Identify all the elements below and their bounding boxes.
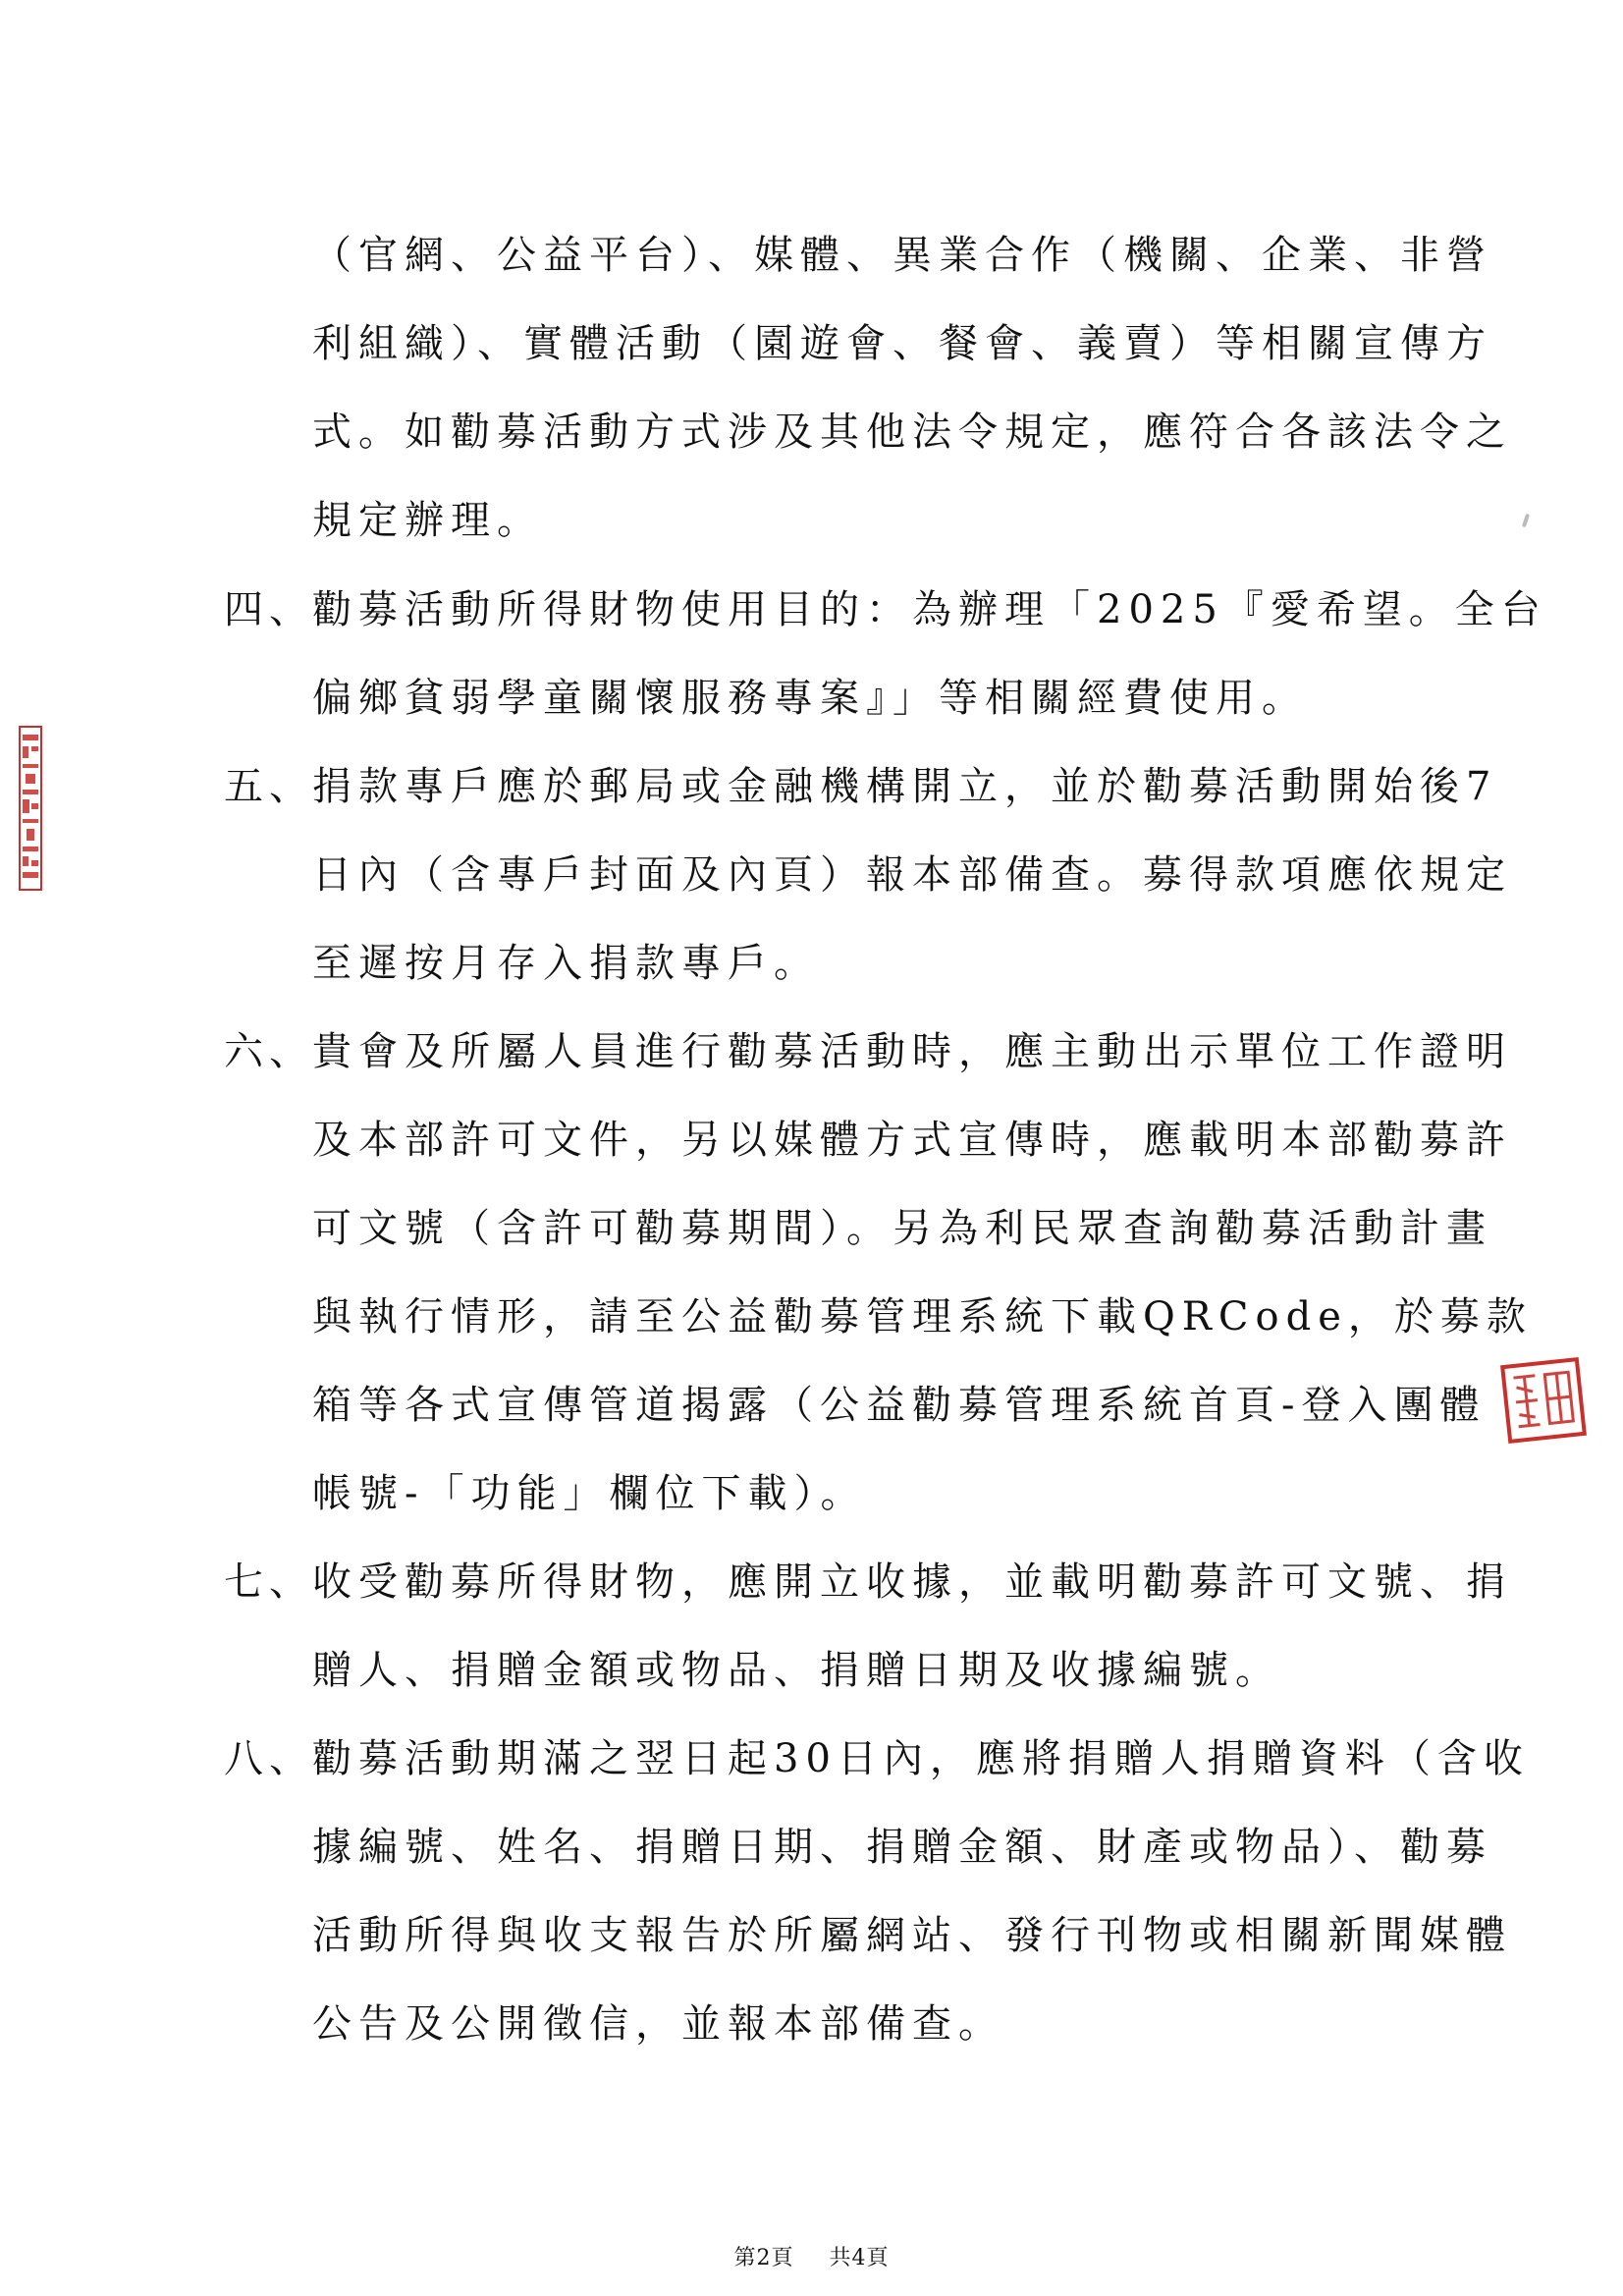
paragraph-0-line-3: 規定辦理。	[312, 498, 543, 543]
item-8-marker: 八、	[224, 1736, 314, 1781]
page-total: 共4頁	[829, 2246, 890, 2270]
item-6-line-4: 箱等各式宣傳管道揭露（公益勸募管理系統首頁-登入團體	[312, 1383, 1487, 1428]
item-5-line-0: 捐款專戶應於郵局或金融機構開立，並於勸募活動開始後7	[312, 764, 1498, 809]
paragraph-0-line-0: （官網、公益平台）、媒體、異業合作（機關、企業、非營	[312, 233, 1492, 278]
item-7-marker: 七、	[224, 1559, 314, 1605]
item-4-marker: 四、	[224, 587, 314, 632]
item-6-line-5: 帳號-「功能」欄位下載）。	[312, 1471, 867, 1516]
item-6-marker: 六、	[224, 1029, 314, 1074]
item-6-line-3: 與執行情形，請至公益勸募管理系統下載QRCode，於募款	[312, 1294, 1533, 1339]
item-4-line-0: 勸募活動所得財物使用目的：為辦理「2025『愛希望。全台	[312, 587, 1547, 632]
item-5-marker: 五、	[224, 764, 314, 809]
item-8-line-0: 勸募活動期滿之翌日起30日內，應將捐贈人捐贈資料（含收	[312, 1736, 1530, 1781]
item-8-line-3: 公告及公開徵信，並報本部備查。	[312, 2001, 1004, 2047]
page-number-footer	[0, 2241, 1623, 2271]
item-6-line-2: 可文號（含許可勸募期間）。另為利民眾查詢勸募活動計畫	[312, 1206, 1492, 1251]
item-6-line-0: 貴會及所屬人員進行勸募活動時，應主動出示單位工作證明	[312, 1029, 1512, 1074]
item-5-line-2: 至遲按月存入捐款專戶。	[312, 941, 820, 986]
item-8-line-2: 活動所得與收支報告於所屬網站、發行刊物或相關新聞媒體	[312, 1913, 1512, 1958]
item-5-line-1: 日內（含專戶封面及內頁）報本部備查。募得款項應依規定	[312, 852, 1512, 898]
page-number: 第2頁	[733, 2246, 794, 2270]
paragraph-0-line-2: 式。如勸募活動方式涉及其他法令規定，應符合各該法令之	[312, 410, 1512, 455]
item-8-line-1: 據編號、姓名、捐贈日期、捐贈金額、財產或物品）、勸募	[312, 1825, 1492, 1870]
paragraph-0-line-1: 利組織）、實體活動（園遊會、餐會、義賣）等相關宣傳方	[312, 321, 1492, 366]
scan-speck	[1522, 514, 1530, 528]
item-4-line-1: 偏鄉貧弱學童關懷服務專案』」等相關經費使用。	[312, 676, 1308, 721]
right-seal-stamp	[1498, 1355, 1589, 1446]
item-7-line-0: 收受勸募所得財物，應開立收據，並載明勸募許可文號、捐	[312, 1559, 1512, 1605]
item-6-line-1: 及本部許可文件，另以媒體方式宣傳時，應載明本部勸募許	[312, 1118, 1512, 1163]
item-7-line-1: 贈人、捐贈金額或物品、捐贈日期及收據編號。	[312, 1648, 1281, 1693]
left-seal-stamp	[18, 725, 43, 892]
